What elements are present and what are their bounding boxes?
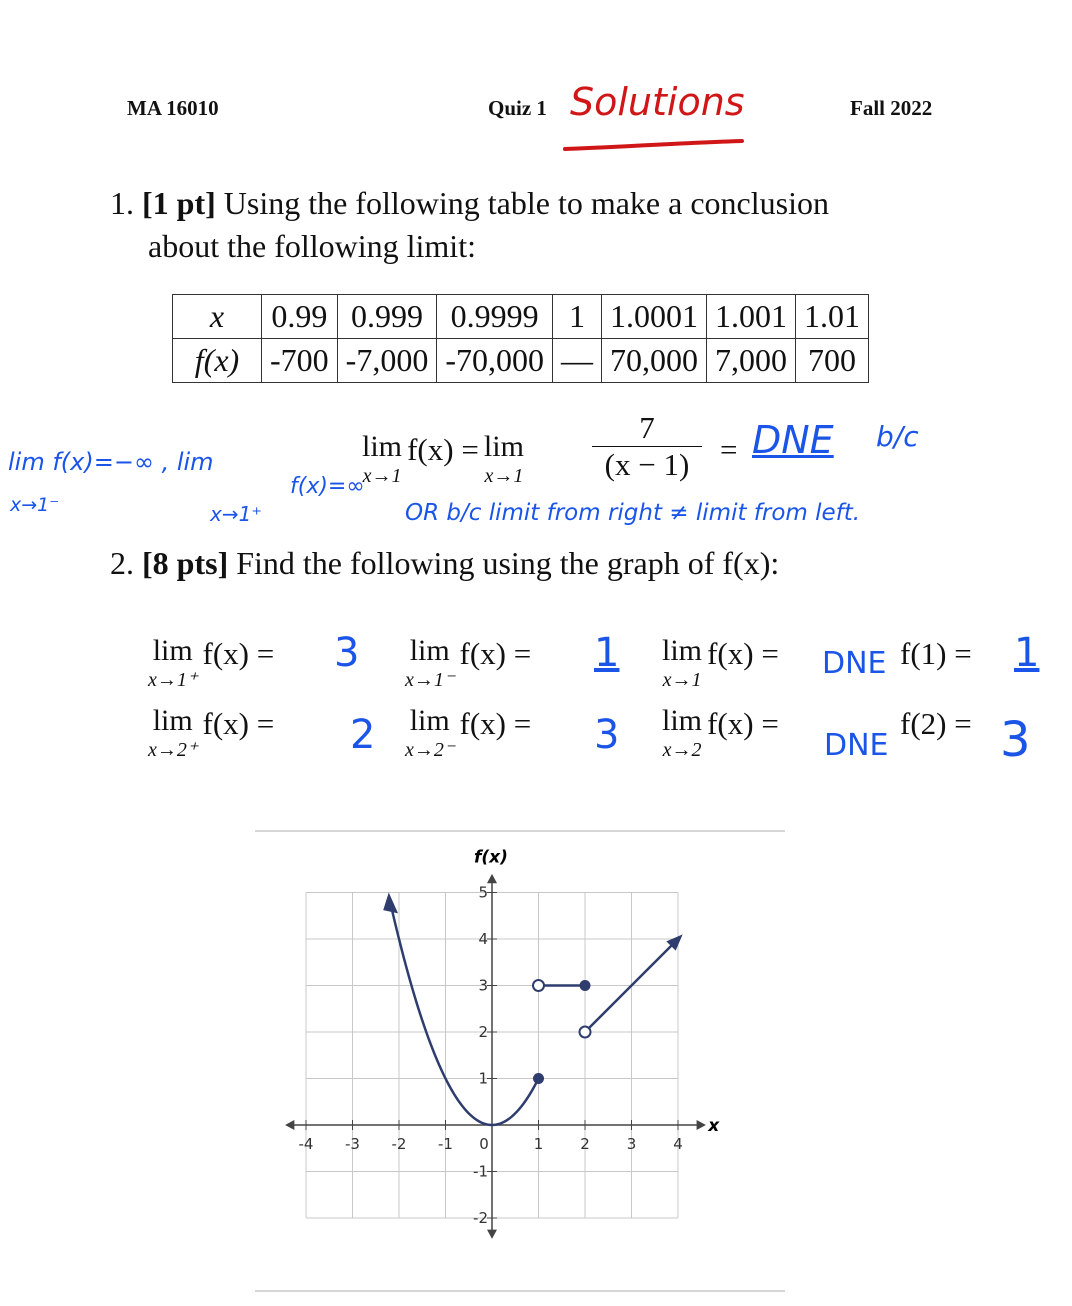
parabola-arrow [383,893,398,914]
q2-answer-3: DNE [822,646,887,681]
limit-function: f(x) = [407,432,479,467]
q2-item-3: lim x→1 f(x) = [662,634,779,691]
table-cell: 0.999 [337,295,437,339]
table-row-x [173,295,869,339]
linear-segment [585,941,676,1032]
y-tick-label: 5 [478,883,488,902]
course-code: MA 16010 [127,96,219,120]
limit-operator-2: lim x→1 [483,430,524,487]
graph-top-rule [255,830,785,832]
graph-curve [383,893,682,1125]
parabola-segment [390,900,539,1125]
side-note-left-sub2: x→1⁺ [210,502,262,526]
side-note-right: OR b/c limit from right ≠ limit from left. [405,500,861,526]
q2-answer-7: DNE [824,728,889,763]
q2-answer-8: 3 [1000,712,1031,768]
q2-answer-5: 2 [350,712,376,758]
y-axis-label: f(x) [474,847,508,868]
solutions-annotation: Solutions [570,80,745,124]
table-cell: 7,000 [706,339,795,383]
table-cell: 700 [795,339,868,383]
q2-answer-1: 3 [334,630,360,676]
x-axis-label: x [708,1116,720,1136]
y-tick-label: 2 [478,1023,488,1041]
q1-text-line1: Using the following table to make a conclusion [223,185,829,221]
table-cell: 1.01 [795,295,868,339]
graph-axes [285,874,706,1239]
closed-point-2-3 [580,980,591,991]
side-note-left: lim f(x)=−∞ , lim [8,448,214,476]
table-cell: — [552,339,601,383]
x-tick-label: -1 [438,1135,453,1153]
graph-bottom-rule [255,1290,785,1292]
term-label: Fall 2022 [850,96,933,120]
limit-equals: = [720,432,738,467]
side-note-left-sub: x→1⁻ [10,494,60,516]
y-axis-arrow [487,874,497,883]
table-cell: 1.0001 [601,295,706,339]
y-tick-label: 3 [478,976,488,995]
q2-item-5: lim x→2⁺ f(x) = [148,704,275,761]
x-tick-label: 3 [626,1135,637,1153]
q1-answer: DNE [752,418,834,462]
table-row-fx [173,339,869,383]
limit-fraction [592,410,702,483]
open-point-2-2 [580,1027,591,1038]
y-tick-label: -2 [473,1209,488,1227]
y-tick-label: -1 [473,1162,488,1181]
table-cell: 1 [552,295,601,339]
table-cell: 1.001 [706,295,795,339]
q1-line2: about the following limit: [148,228,476,264]
x-tick-label: 1 [533,1135,544,1153]
x-axis-arrow [697,1120,706,1130]
x-tick-label: 4 [673,1135,683,1153]
q2-item-6: lim x→2⁻ f(x) = [405,704,532,761]
q1-line1 [110,185,829,222]
q1-answer-note: b/c [876,420,919,453]
table-cell: -7,000 [337,339,437,383]
y-tick-label: 4 [478,930,488,948]
q2-answer-4: 1 [1014,630,1040,676]
table-cell: 70,000 [601,339,706,383]
fraction-numerator: 7 [592,410,702,447]
q2-points: [8 pts] [142,545,229,581]
solutions-underline [560,135,750,155]
q2-item-7: lim x→2 f(x) = [662,704,779,761]
table-cell: f(x) [173,339,262,383]
x-tick-label: -4 [298,1135,314,1153]
x-tick-label: 2 [580,1135,590,1153]
table-cell: x [173,295,262,339]
table-cell: -70,000 [437,339,553,383]
quiz-label: Quiz 1 [488,96,547,120]
closed-point-1-1 [533,1073,544,1084]
q2-line [110,545,779,582]
fraction-denominator: (x − 1) [604,447,690,482]
table-cell: -700 [262,339,338,383]
x-tick-label: -3 [345,1135,360,1153]
q2-answer-2: 1 [594,630,620,676]
y-axis-arrow-down [487,1230,497,1239]
q1-points: [1 pt] [142,185,216,221]
q1-limit-expression [362,432,524,486]
q1-number: 1. [110,185,134,221]
x-axis-arrow-left [285,1120,294,1130]
q2-item-1: lim x→1⁺ f(x) = [148,634,275,691]
q2-answer-6: 3 [594,712,620,758]
y-tick-label: 1 [478,1069,488,1088]
q2-item-8: f(2) = [900,706,972,741]
table-cell: 0.9999 [437,295,553,339]
side-note-left-2: f(x)=∞ [290,474,365,499]
limit-operator: lim x→1 [362,430,403,487]
table-cell: 0.99 [262,295,338,339]
function-graph [280,835,740,1290]
q2-item-4: f(1) = [900,636,972,671]
x-tick-label: -2 [391,1135,407,1153]
q2-text: Find the following using the graph of f(x): [236,545,780,581]
q2-number: 2. [110,545,134,581]
q2-item-2: lim x→1⁻ f(x) = [405,634,532,691]
open-point-1-3 [533,980,544,991]
values-table [172,294,869,383]
graph-ticks [299,884,683,1228]
x-tick-label: 0 [479,1135,489,1153]
